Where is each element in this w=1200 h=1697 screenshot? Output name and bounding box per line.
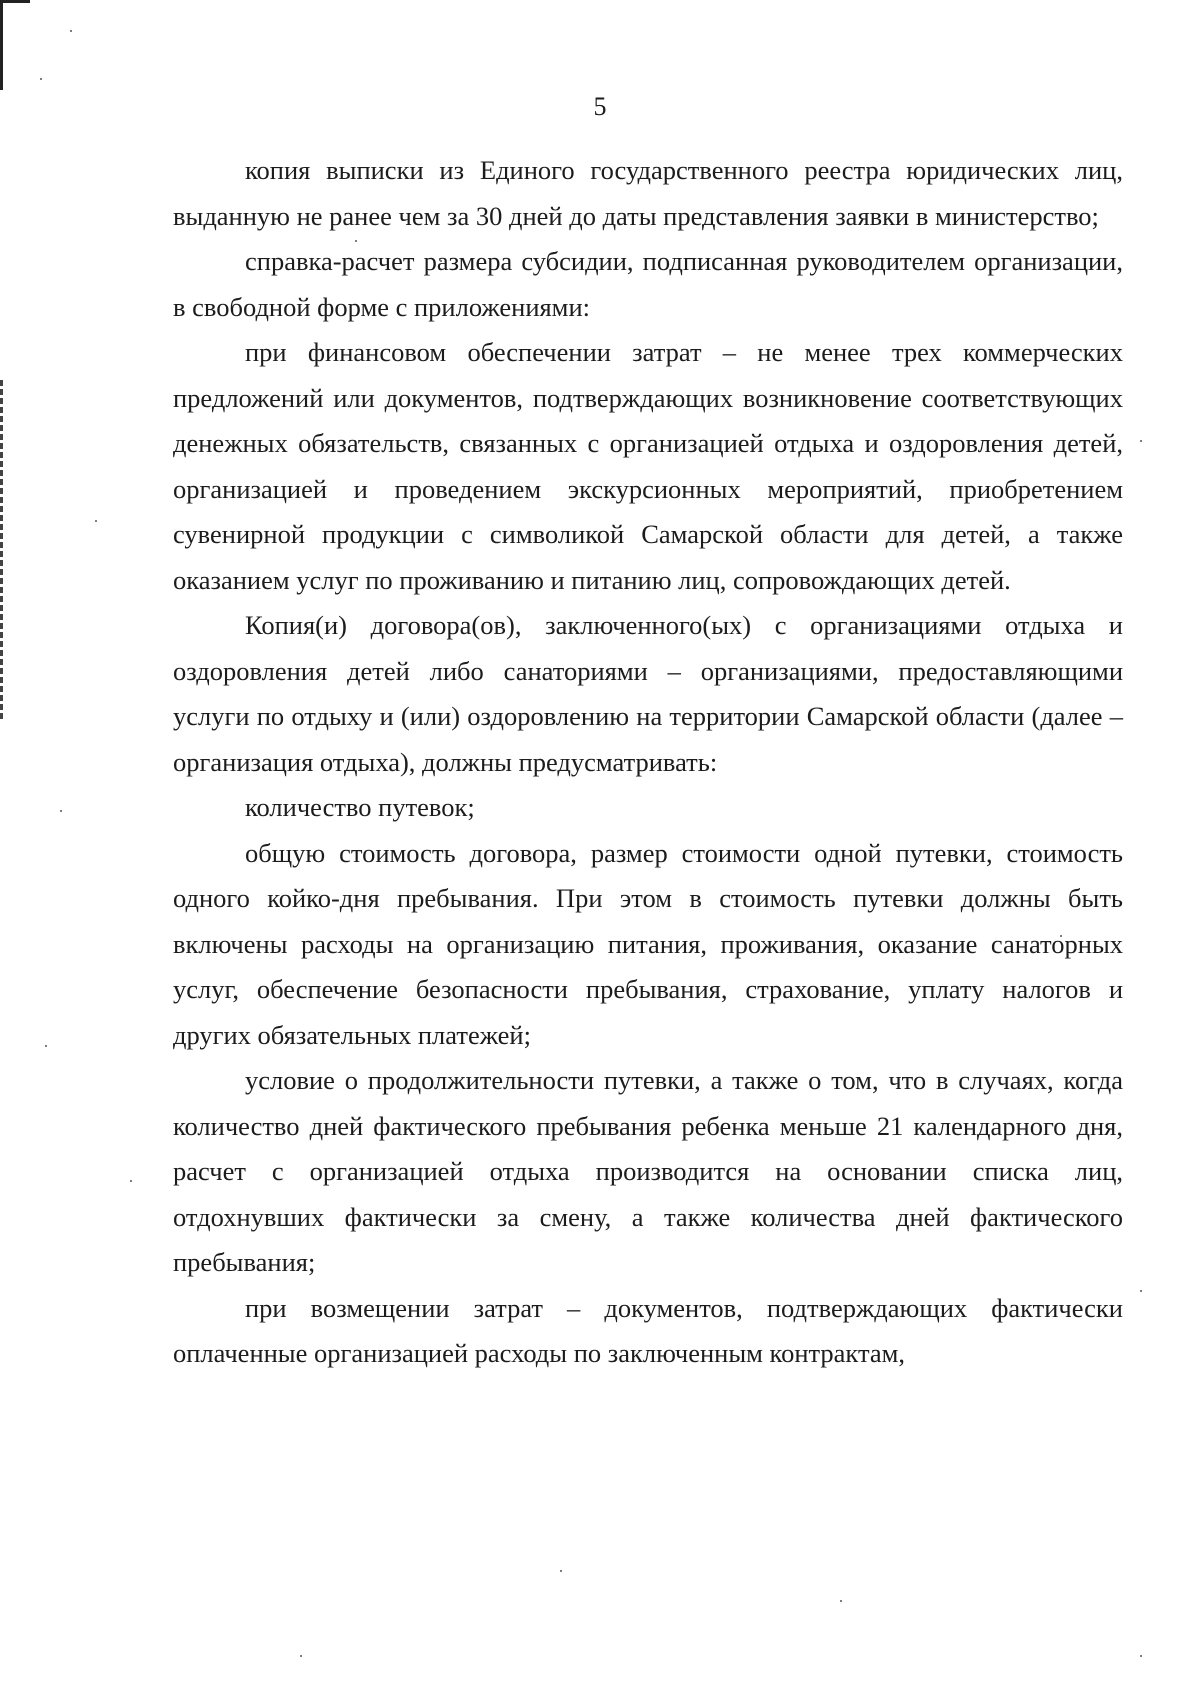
paragraph: условие о продолжительности путевки, а также о том, что в случаях, когда количество дней фактического пребывания ребенка меньше 21 календарного дня, расчет с организацией отдыха производится на основании списка лиц, отдохнувших фактически за смену, а также количества дней фактического пребывания; <box>173 1065 1123 1277</box>
paragraph: при возмещении затрат – документов, подтверждающих фактически оплаченные организацией расходы по заключенным контрактам, <box>173 1292 1123 1368</box>
scan-speck <box>300 1655 302 1657</box>
scan-speck <box>95 520 97 522</box>
scan-speck <box>1140 1290 1142 1292</box>
paragraph: копия выписки из Единого государственного реестра юридических лиц, выданную не ранее чем за 30 дней до даты представления заявки в министерство; <box>173 155 1123 231</box>
scan-speck <box>130 1180 132 1182</box>
document-body <box>173 148 1123 1377</box>
scan-edge-mark <box>0 0 30 3</box>
paragraph: при финансовом обеспечении затрат – не менее трех коммерческих предложений или документов, подтверждающих возникновение соответствующих денежных обязательств, связанных с организацией отдыха и оздоровления детей, организацией и проведением экскурсионных мероприятий, приобретением сувенирной продукции с символикой Самарской области для детей, а также оказанием услуг по проживанию и питанию лиц, сопровождающих детей. <box>173 337 1123 595</box>
paragraph: количество путевок; <box>245 792 475 822</box>
scan-speck <box>560 1570 562 1572</box>
scan-speck <box>60 810 62 812</box>
scan-speck <box>70 30 72 32</box>
scan-speck <box>1140 440 1142 442</box>
scan-edge-mark <box>0 0 3 90</box>
scan-speck <box>40 78 42 80</box>
page-number: 5 <box>593 92 607 121</box>
paragraph: Копия(и) договора(ов), заключенного(ых) с организациями отдыха и оздоровления детей либо санаториями – организациями, предоставляющими услуги по отдыху и (или) оздоровлению на территории Самарской области (далее – организация отдыха), должны предусматривать: <box>173 610 1123 777</box>
paragraph: общую стоимость договора, размер стоимости одной путевки, стоимость одного койко-дня пребывания. При этом в стоимость путевки должны быть включены расходы на организацию питания, проживания, оказание санаторных услуг, обеспечение безопасности пребывания, страхование, уплату налогов и других обязательных платежей; <box>173 837 1123 1050</box>
scan-speck <box>1140 1655 1142 1657</box>
paragraph: справка-расчет размера субсидии, подписанная руководителем организации, в свободной форме с приложениями: <box>173 246 1123 322</box>
scan-speck <box>840 1600 842 1602</box>
scan-speck <box>45 1045 47 1047</box>
scan-edge-mark <box>0 380 3 720</box>
